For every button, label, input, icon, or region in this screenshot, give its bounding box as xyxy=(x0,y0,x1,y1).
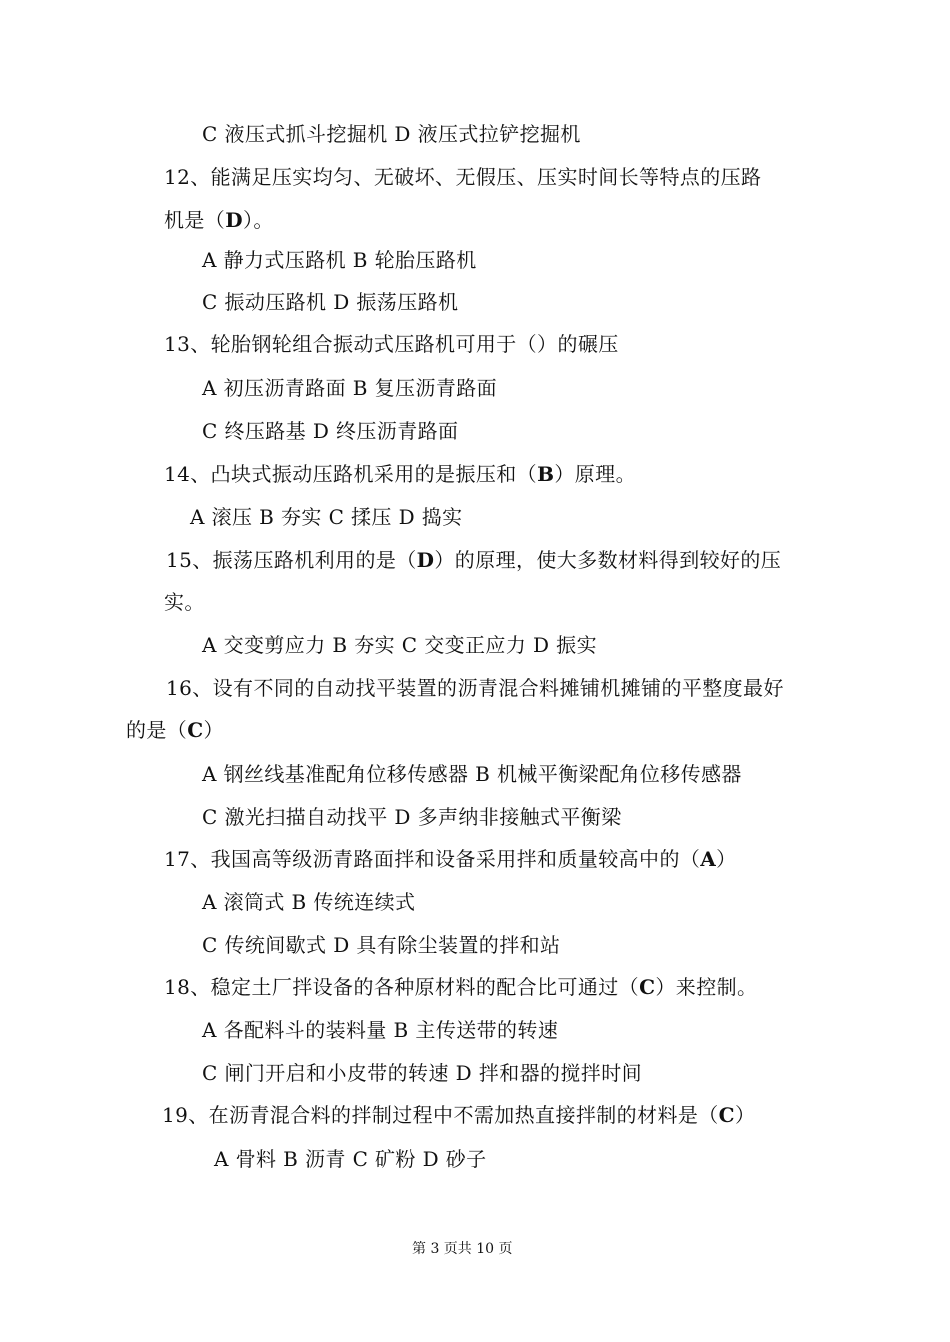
question-text: 17、我国高等级沥青路面拌和设备采用拌和质量较高中的（ xyxy=(164,847,701,871)
option-line xyxy=(202,1061,642,1085)
question-text: 实。 xyxy=(164,590,205,614)
question-text: ）的原理，使大多数材料得到较好的压 xyxy=(434,548,782,572)
options-text: A 滚压 B 夯实 C 揉压 D 捣实 xyxy=(190,505,463,529)
option-line xyxy=(202,419,458,443)
options-text: A 钢丝线基准配角位移传感器 B 机械平衡梁配角位移传感器 xyxy=(202,762,742,786)
question-14 xyxy=(164,462,636,486)
question-16-cont xyxy=(126,718,224,742)
question-17 xyxy=(164,847,737,871)
options-text: A 骨料 B 沥青 C 矿粉 D 砂子 xyxy=(214,1147,487,1171)
question-text: ）原理。 xyxy=(554,462,636,486)
option-line xyxy=(202,805,622,829)
question-12 xyxy=(164,165,761,189)
question-text: 15、振荡压路机利用的是（ xyxy=(166,548,417,572)
options-text: A 初压沥青路面 B 复压沥青路面 xyxy=(202,376,498,400)
answer-letter: B xyxy=(537,462,555,486)
question-text: ）来控制。 xyxy=(655,975,758,999)
answer-letter: A xyxy=(700,847,717,871)
answer-letter: D xyxy=(225,208,243,232)
question-15-cont xyxy=(164,590,205,614)
options-text: C 激光扫描自动找平 D 多声纳非接触式平衡梁 xyxy=(202,805,622,829)
options-text: A 各配料斗的装料量 B 主传送带的转速 xyxy=(202,1018,559,1042)
question-text: 14、凸块式振动压路机采用的是振压和（ xyxy=(164,462,538,486)
text-line xyxy=(202,122,581,146)
options-text: A 滚筒式 B 传统连续式 xyxy=(202,890,416,914)
option-line xyxy=(190,505,463,529)
options-text: A 交变剪应力 B 夯实 C 交变正应力 D 振实 xyxy=(202,633,597,657)
question-text: ）。 xyxy=(242,208,274,232)
question-text: 机是（ xyxy=(164,208,226,232)
answer-letter: C xyxy=(718,1103,735,1127)
line-text: C 液压式抓斗挖掘机 D 液压式拉铲挖掘机 xyxy=(202,122,581,146)
question-text: ） xyxy=(716,847,737,871)
question-16 xyxy=(166,676,784,700)
option-line xyxy=(202,890,415,914)
question-text: 12、能满足压实均匀、无破坏、无假压、压实时间长等特点的压路 xyxy=(164,165,762,189)
options-text: A 静力式压路机 B 轮胎压路机 xyxy=(202,248,477,272)
options-text: C 传统间歇式 D 具有除尘装置的拌和站 xyxy=(202,933,561,957)
question-text: ） xyxy=(203,718,224,742)
question-text: ） xyxy=(734,1103,756,1127)
question-text: 的是（ xyxy=(126,718,188,742)
question-12-cont xyxy=(164,208,274,232)
option-line xyxy=(202,933,560,957)
options-text: C 闸门开启和小皮带的转速 D 拌和器的搅拌时间 xyxy=(202,1061,643,1085)
question-13 xyxy=(164,332,619,356)
question-15 xyxy=(166,548,781,572)
option-line xyxy=(202,633,597,657)
question-19 xyxy=(162,1103,755,1127)
answer-letter: C xyxy=(187,718,204,742)
options-text: C 振动压路机 D 振荡压路机 xyxy=(202,290,459,314)
question-text: 13、轮胎钢轮组合振动式压路机可用于（）的碾压 xyxy=(164,332,619,356)
option-line xyxy=(214,1147,487,1171)
option-line xyxy=(202,762,742,786)
answer-letter: C xyxy=(639,975,656,999)
question-text: 18、稳定土厂拌设备的各种原材料的配合比可通过（ xyxy=(164,975,640,999)
option-line xyxy=(202,290,458,314)
answer-letter: D xyxy=(416,548,435,572)
options-text: C 终压路基 D 终压沥青路面 xyxy=(202,419,459,443)
page-footer: 第 3 页共 10 页 xyxy=(412,1241,513,1257)
question-text: 19、在沥青混合料的拌制过程中不需加热直接拌制的材料是（ xyxy=(162,1103,719,1127)
option-line xyxy=(202,1018,558,1042)
option-line xyxy=(202,376,497,400)
option-line xyxy=(202,248,477,272)
question-18 xyxy=(164,975,757,999)
question-text: 16、设有不同的自动找平装置的沥青混合料摊铺机摊铺的平整度最好 xyxy=(166,676,784,700)
